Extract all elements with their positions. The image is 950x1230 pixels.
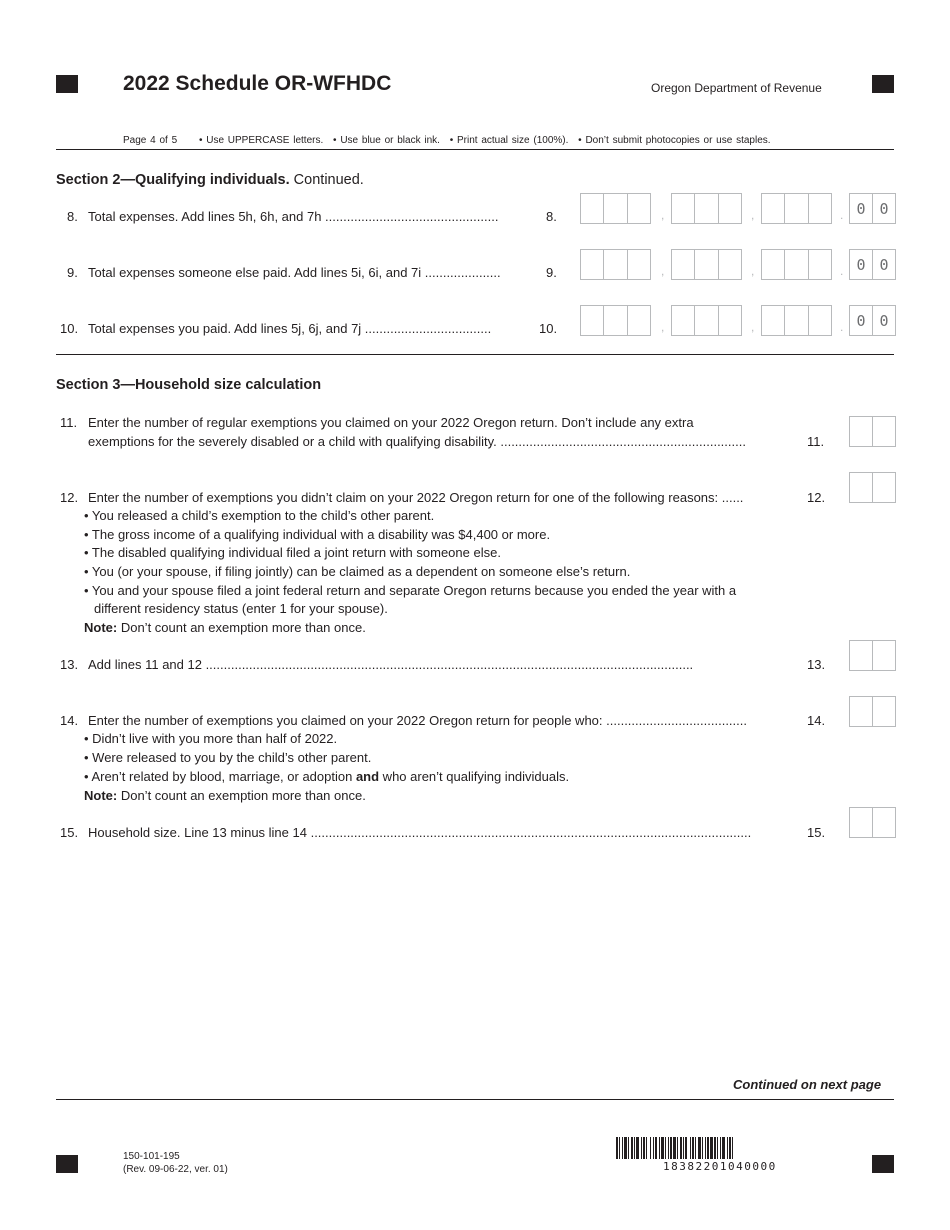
line-14-bullet-1: • Didn’t live with you more than half of 2022. — [84, 731, 338, 746]
line-9-ref: 9. — [546, 265, 557, 280]
instruction-4: • Don’t submit photocopies or use staples. — [578, 135, 771, 146]
line-8-amount-hundreds[interactable] — [761, 193, 832, 224]
line-14-bullet-2: • Were released to you by the child’s other parent. — [84, 750, 372, 765]
instruction-1: • Use UPPERCASE letters. — [198, 135, 324, 146]
line-9-text: Total expenses someone else paid. Add lines 5i, 6i, and 7i ..................... — [88, 265, 501, 280]
line-10-text: Total expenses you paid. Add lines 5j, 6j, and 7j ................................... — [88, 321, 492, 336]
registration-mark-bottom-left — [56, 1155, 78, 1173]
agency-name: Oregon Department of Revenue — [651, 81, 822, 95]
line-11-ref: 11. — [807, 434, 825, 449]
footer-rule — [56, 1099, 894, 1100]
barcode-number: 18382201040000 — [663, 1160, 777, 1173]
line-15-ref: 15. — [807, 825, 826, 840]
line-13-text: Add lines 11 and 12 ....................................................................................................................................... — [88, 657, 694, 672]
line-11-text-2: exemptions for the severely disabled or a child with qualifying disability. .................................................................... — [88, 434, 746, 449]
line-11-number: 11. — [60, 415, 78, 430]
line-13-input[interactable] — [849, 640, 896, 671]
line-9-amount-cents[interactable]: 0 0 — [849, 249, 896, 280]
line-10-amount-millions[interactable] — [580, 305, 651, 336]
line-14-number: 14. — [60, 713, 79, 728]
line-9-amount-hundreds[interactable] — [761, 249, 832, 280]
line-8-amount-cents[interactable]: 0 0 — [849, 193, 896, 224]
line-14-input[interactable] — [849, 696, 896, 727]
line-14-text: Enter the number of exemptions you claimed on your 2022 Oregon return for people who: ....................................... — [88, 713, 747, 728]
instruction-3: • Print actual size (100%). — [449, 135, 569, 146]
line-14-note: Note: Don’t count an exemption more than once. — [84, 788, 366, 803]
line-12-text: Enter the number of exemptions you didn’t claim on your 2022 Oregon return for one of the following reasons: ...... — [88, 490, 744, 505]
line-9-amount-thousands[interactable] — [671, 249, 742, 280]
line-14-ref: 14. — [807, 713, 826, 728]
section-2-heading — [56, 172, 364, 188]
line-8-amount-thousands[interactable] — [671, 193, 742, 224]
line-9-amount-millions[interactable] — [580, 249, 651, 280]
section-3-heading: Section 3—Household size calculation — [56, 377, 322, 393]
line-10-ref: 10. — [539, 321, 558, 336]
line-8-text: Total expenses. Add lines 5h, 6h, and 7h ................................................ — [88, 209, 499, 224]
line-12-ref: 12. — [807, 490, 826, 505]
page-number: Page 4 of 5 — [123, 135, 178, 146]
line-12-bullet-1: • You released a child’s exemption to the child’s other parent. — [84, 508, 435, 523]
line-10-number: 10. — [60, 321, 79, 336]
line-12-number: 12. — [60, 490, 79, 505]
line-10-amount-cents[interactable]: 0 0 — [849, 305, 896, 336]
form-revision: (Rev. 09-06-22, ver. 01) — [123, 1164, 228, 1175]
registration-mark-top-right — [872, 75, 894, 93]
barcode-icon — [616, 1137, 828, 1159]
line-9-number: 9. — [67, 265, 78, 280]
instruction-2: • Use blue or black ink. — [333, 135, 440, 146]
line-13-ref: 13. — [807, 657, 826, 672]
registration-mark-top-left — [56, 75, 78, 93]
form-number-block — [123, 1150, 228, 1176]
line-13-number: 13. — [60, 657, 79, 672]
line-11-input[interactable] — [849, 416, 896, 447]
line-14-bullet-3: • Aren’t related by blood, marriage, or adoption and who aren’t qualifying individuals. — [84, 769, 570, 784]
line-8-number: 8. — [67, 209, 78, 224]
section-2-rule — [56, 354, 894, 355]
line-12-note: Note: Don’t count an exemption more than once. — [84, 620, 366, 635]
line-12-bullet-2: • The gross income of a qualifying individual with a disability was $4,400 or more. — [84, 527, 551, 542]
section-2-title: Section 2—Qualifying individuals. — [56, 172, 290, 188]
line-15-number: 15. — [60, 825, 79, 840]
continued-note: Continued on next page — [733, 1077, 882, 1092]
registration-mark-bottom-right — [872, 1155, 894, 1173]
form-title: 2022 Schedule OR-WFHDC — [123, 72, 392, 95]
line-12-bullet-5-cont: different residency status (enter 1 for your spouse). — [94, 601, 388, 616]
line-11-text-1: Enter the number of regular exemptions you claimed on your 2022 Oregon return. Don’t include any extra — [88, 415, 694, 430]
line-12-input[interactable] — [849, 472, 896, 503]
section-2-continued: Continued. — [289, 172, 364, 188]
line-8-amount-millions[interactable] — [580, 193, 651, 224]
line-10-amount-hundreds[interactable] — [761, 305, 832, 336]
line-15-input[interactable] — [849, 807, 896, 838]
form-number: 150-101-195 — [123, 1151, 180, 1162]
line-15-text: Household size. Line 13 minus line 14 .......................................................................................................................... — [88, 825, 752, 840]
instructions-bar — [123, 135, 789, 146]
line-10-amount-thousands[interactable] — [671, 305, 742, 336]
line-12-bullet-5: • You and your spouse filed a joint federal return and separate Oregon returns because you ended the year with a — [84, 583, 737, 598]
line-12-bullet-3: • The disabled qualifying individual filed a joint return with someone else. — [84, 545, 501, 560]
header-rule — [56, 149, 894, 150]
line-8-ref: 8. — [546, 209, 557, 224]
line-12-bullet-4: • You (or your spouse, if filing jointly) can be claimed as a dependent on someone else’s return. — [84, 564, 631, 579]
